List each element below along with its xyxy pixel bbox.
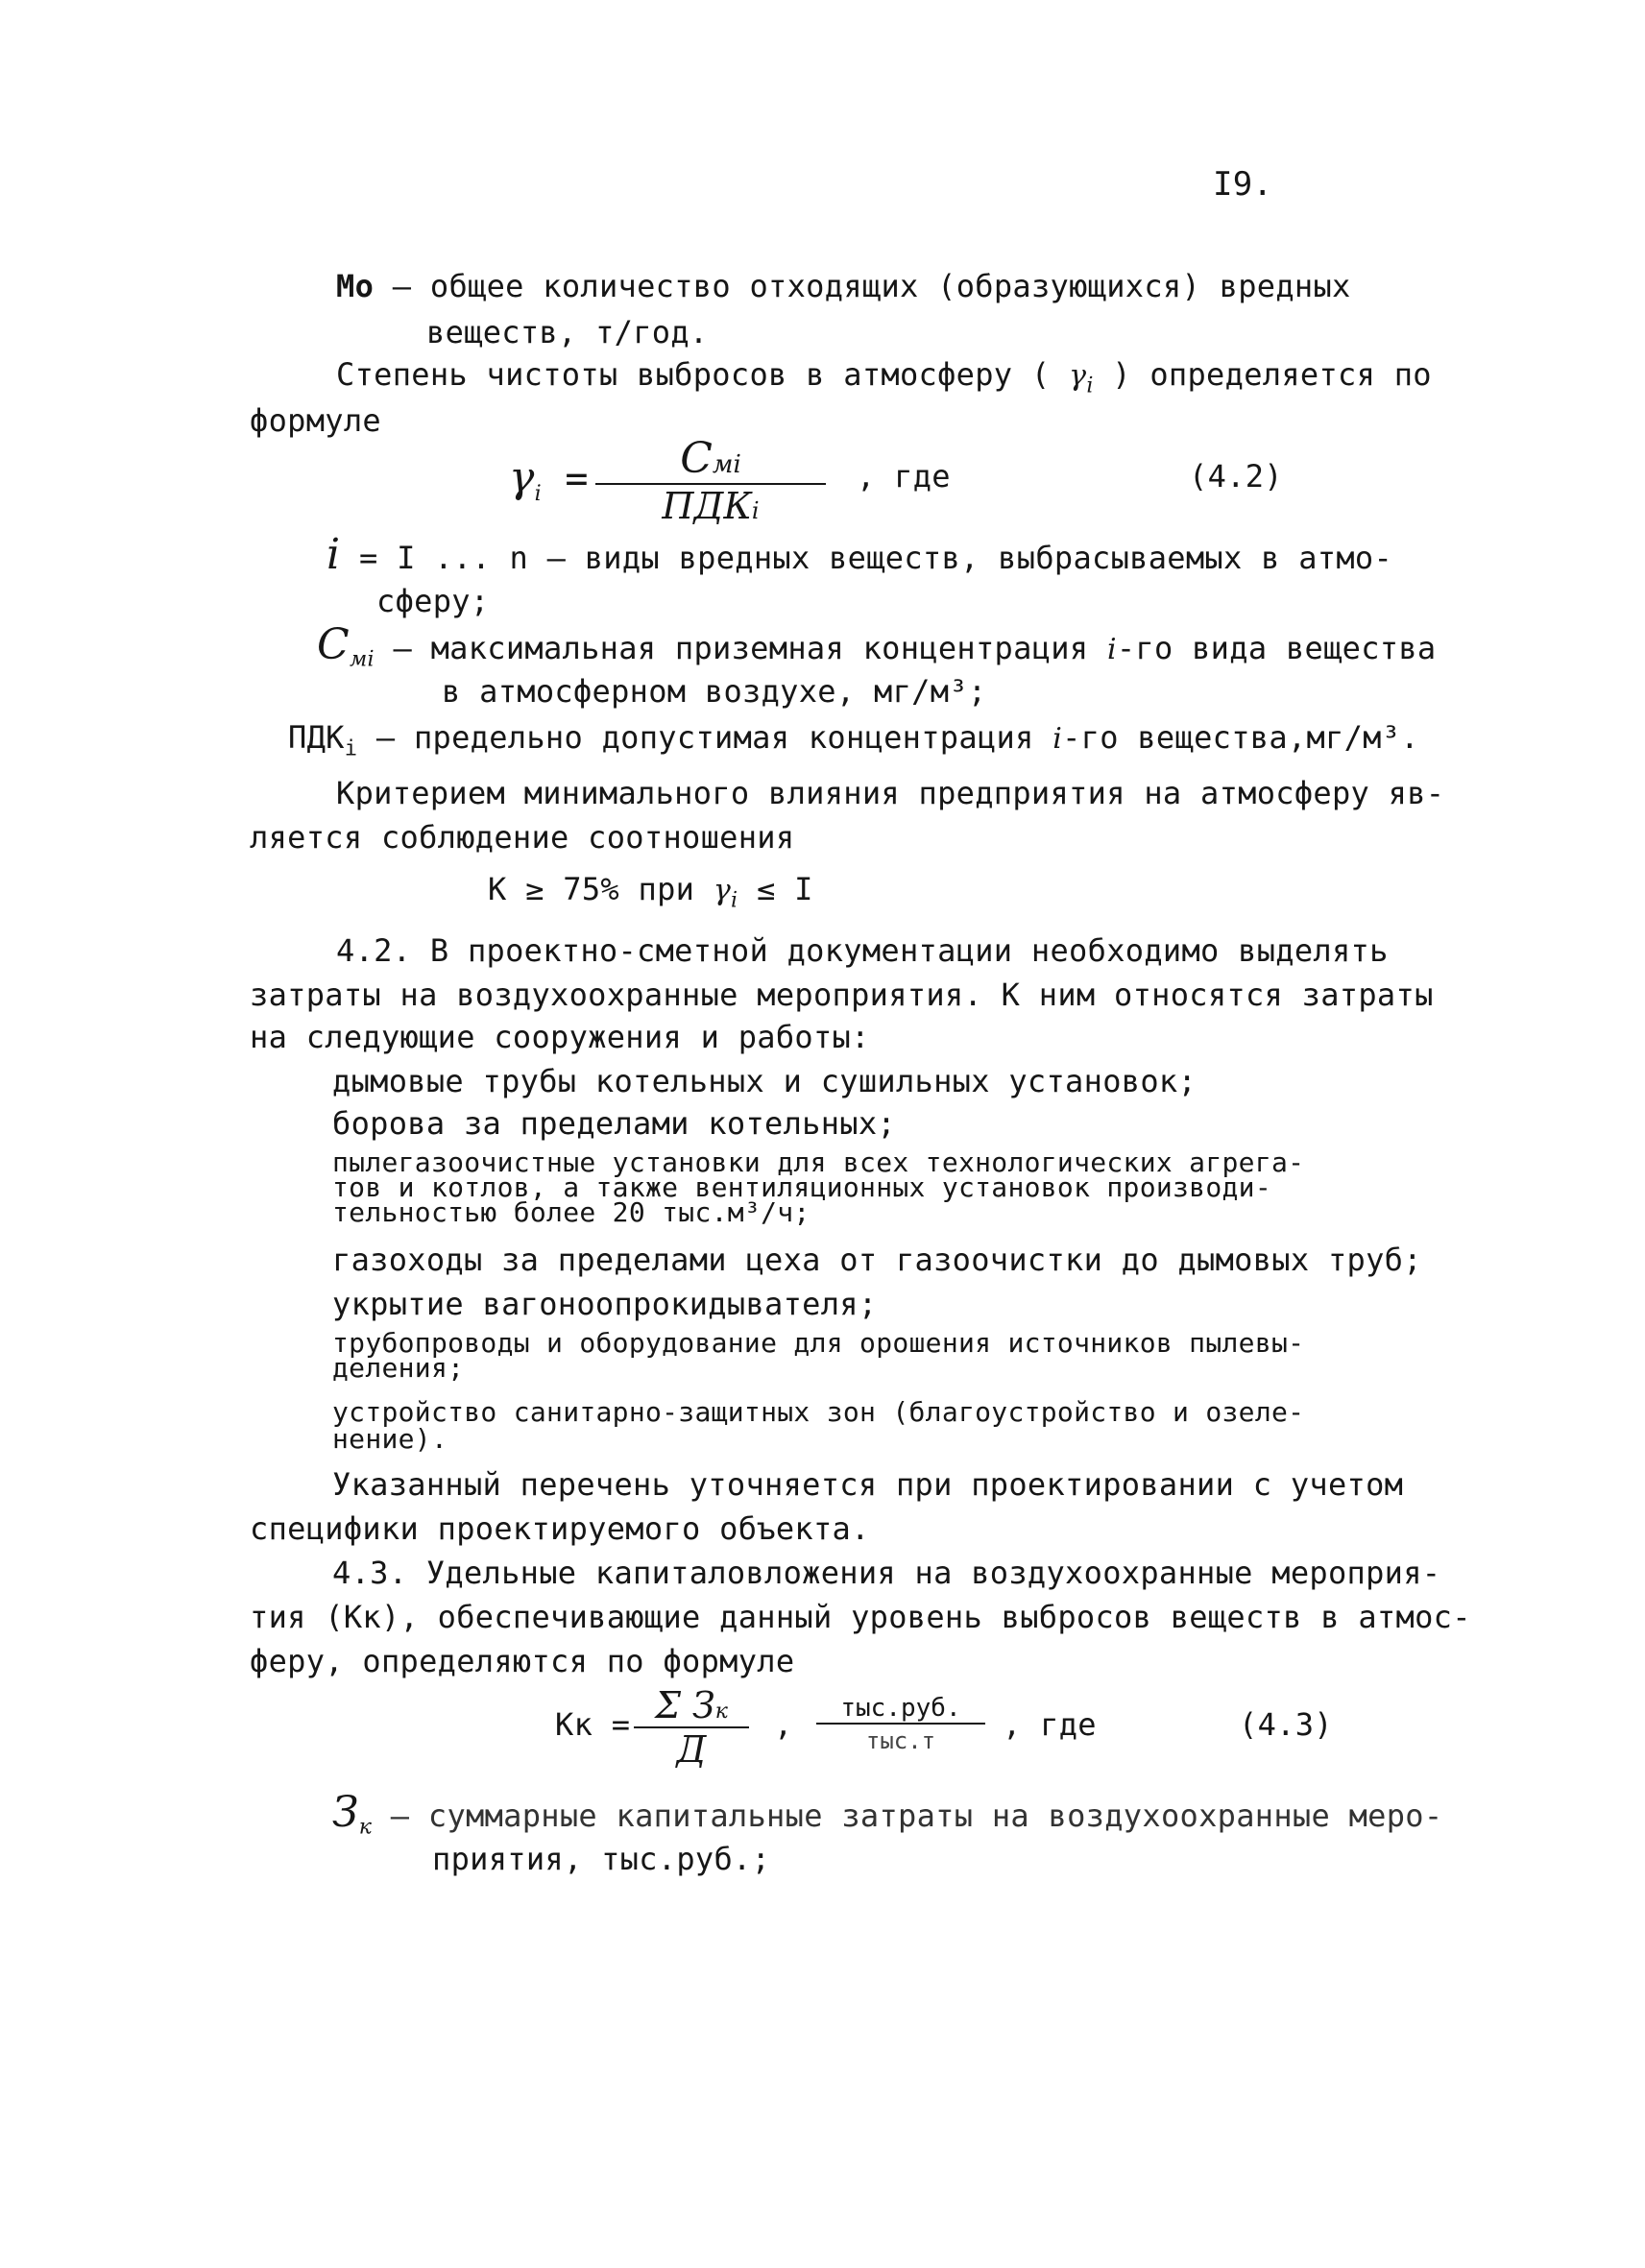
list-item: трубопроводы и оборудование для орошения источников пылевы- <box>332 1327 1305 1359</box>
formula-4-2-eq: = <box>565 457 589 501</box>
def-z-symbol: З <box>332 1788 359 1837</box>
list-item: борова за пределами котельных; <box>332 1105 896 1142</box>
page-number: I9. <box>1213 165 1273 204</box>
relation-gamma-sub: i <box>731 888 738 913</box>
formula-4-3-unit-numerator: тыс.руб. <box>840 1694 961 1723</box>
list-item: тов и котлов, а также вентиляционных установок производи- <box>332 1171 1271 1203</box>
relation-gamma: γ <box>713 874 732 907</box>
criterion-line-2: ляется соблюдение соотношения <box>250 819 795 856</box>
def-i-line-2: сферу; <box>376 583 490 619</box>
note-line-2: специфики проектируемого объекта. <box>250 1510 870 1547</box>
formula-4-2-denominator: ПДКi <box>662 485 760 527</box>
section-4-2-line-1: 4.2. В проектно-сметной документации необходимо выделять <box>336 932 1389 969</box>
def-pdk-text-a: – предельно допустимая концентрация <box>375 719 1034 756</box>
mo-dash: – <box>392 268 412 304</box>
def-c-line-2: в атмосферном воздухе, мг/м³; <box>442 673 987 710</box>
def-i-text: = I ... n – виды вредных веществ, выбрасываемых в атмо- <box>358 540 1393 576</box>
def-pdk-term: ПДК <box>288 719 345 756</box>
formula-4-2-lhs <box>509 449 589 523</box>
section-4-3-line-3: феру, определяются по формуле <box>250 1643 795 1679</box>
section-4-3-line-2: тия (Кк), обеспечивающие данный уровень выбросов веществ в атмос- <box>250 1599 1471 1635</box>
formula-4-2-gamma: γ <box>509 453 535 502</box>
def-c-text-a: – максимальная приземная концентрация <box>393 630 1089 666</box>
list-item: нение). <box>332 1423 448 1455</box>
degree-text-b: ) определяется по <box>1112 356 1432 393</box>
formula-4-2-fraction <box>595 434 826 527</box>
def-c-i: i <box>1106 633 1117 666</box>
def-c-subscript: мi <box>349 647 375 672</box>
list-item: деления; <box>332 1352 465 1384</box>
section-4-2-line-3: на следующие сооружения и работы: <box>250 1019 870 1055</box>
def-pdk-subscript: i <box>344 736 358 761</box>
degree-line-2: формуле <box>250 402 381 439</box>
mo-term: Мо <box>336 268 375 304</box>
relation-text-b: ≤ I <box>756 871 813 907</box>
mo-definition-line-1 <box>336 267 1351 305</box>
formula-4-3-numerator: Σ Зк <box>655 1684 728 1726</box>
formula-4-3-unit-denominator: тыс.т <box>865 1727 936 1754</box>
mo-definition-text: общее количество отходящих (образующихся) вредных <box>429 268 1351 304</box>
def-c-symbol: C <box>317 620 350 669</box>
list-item: устройство санитарно-защитных зон (благоустройство и озеле- <box>332 1396 1305 1428</box>
criterion-line-1: Критерием минимального влияния предприятия на атмосферу яв- <box>336 775 1445 811</box>
def-z-subscript: к <box>358 1815 373 1840</box>
mo-definition-line-2: веществ, т/год. <box>426 314 709 350</box>
def-pdk-text-b: -го вещества,мг/м³. <box>1062 719 1419 756</box>
list-item: укрытие вагоноопрокидывателя; <box>332 1286 878 1322</box>
formula-4-3-lhs: Кк = <box>555 1706 631 1743</box>
def-z-line-2: приятия, тыс.руб.; <box>432 1841 771 1877</box>
list-item: тельностью более 20 тыс.м³/ч; <box>332 1196 810 1228</box>
section-4-3-line-1: 4.3. Удельные капиталовложения на воздухоохранные мероприя- <box>332 1555 1441 1591</box>
formula-4-3-denominator: Д <box>676 1728 707 1771</box>
formula-4-3-where: , где <box>1003 1706 1097 1743</box>
def-pdk-i: i <box>1052 722 1063 756</box>
degree-line-1 <box>336 355 1432 405</box>
formula-4-2-gamma-sub: i <box>534 482 542 506</box>
formula-4-3-comma: , <box>774 1706 793 1743</box>
criterion-relation <box>488 870 813 920</box>
formula-4-3-fraction <box>634 1684 749 1771</box>
relation-text-a: К ≥ 75% при <box>488 871 695 907</box>
list-item: газоходы за пределами цеха от газоочистки до дымовых труб; <box>332 1242 1422 1278</box>
def-pdk-line <box>288 718 1419 768</box>
def-i-symbol: i <box>327 530 341 579</box>
formula-4-3-unit <box>816 1694 985 1757</box>
def-i-line-1 <box>327 530 1393 579</box>
def-z-text: – суммарные капитальные затраты на воздухоохранные меро- <box>390 1798 1443 1834</box>
list-item: пылегазоочистные установки для всех технологических агрега- <box>332 1146 1305 1178</box>
formula-4-2-where: , где <box>857 458 951 495</box>
degree-text-a: Степень чистоты выбросов в атмосферу ( <box>336 356 1051 393</box>
def-c-text-b: -го вида вещества <box>1116 630 1437 666</box>
note-line-1: Указанный перечень уточняется при проектировании с учетом <box>332 1466 1404 1503</box>
section-4-2-line-2: затраты на воздухоохранные мероприятия. К ним относятся затраты <box>250 977 1434 1013</box>
gamma-symbol: γ <box>1069 359 1087 393</box>
list-item: дымовые трубы котельных и сушильных установок; <box>332 1063 1197 1099</box>
gamma-subscript: i <box>1086 374 1094 398</box>
formula-4-2-number: (4.2) <box>1189 458 1283 495</box>
formula-4-3-number: (4.3) <box>1239 1706 1333 1743</box>
formula-4-2-numerator: Cмi <box>680 434 741 483</box>
